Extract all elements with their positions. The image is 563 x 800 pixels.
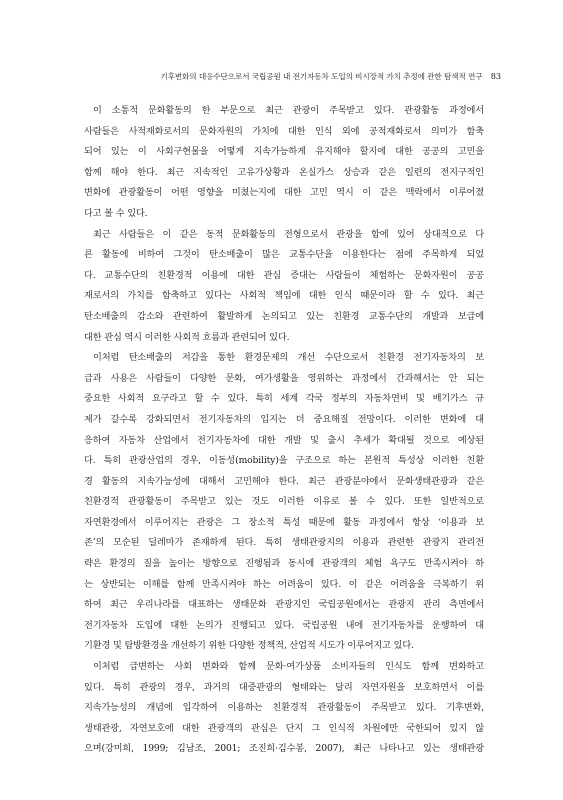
text-line: 이 소통적 문화활동의 한 부문으로 최근 관광이 주목받고 있다. 관광활동 과정에서 [93,105,484,116]
text-line: 경 활동의 지속가능성에 대해서 고민해야 한다. 최근 관광분야에서 문화생태관광과 같은 [84,475,484,487]
text-line: 탄소배출의 감소와 관련하여 활발하게 논의되고 있는 친환경 교통수단의 개발과 보급에 [84,310,484,322]
text-line: 함께 해야 한다. 최근 지속적인 고유가상황과 온실가스 상승과 같은 일련의 전지구적인 [84,166,484,178]
text-line: 다. 교통수단의 친환경적 이용에 대한 관심 증대는 사람들이 체험하는 문화자원이 공공 [84,269,484,281]
text-line: 는 상반되는 이해를 함께 만족시켜야 하는 어려움이 있다. 이 같은 어려움을 극복하기 위 [84,578,484,590]
text-line: 제가 갈수록 강화되면서 전기자동차의 입지는 더 중요해질 전망이다. 이러한 변화에 대 [84,413,484,425]
text-line: 이처럼 탄소배출의 저감을 통한 환경문제의 개선 수단으로서 친환경 전기자동차의 보 [93,352,484,364]
text-line: 재로서의 가치를 함축하고 있다는 사회적 책임에 대한 인식 때문이라 할 수 있다. 최근 [84,290,484,302]
text-line: 되어 있는 이 사회구현물을 어떻게 지속가능하게 유지해야 할지에 대한 공공의 고민을 [84,146,484,158]
text-line: 대한 관심 역시 이러한 사회적 흐름과 관련되어 있다. [84,331,290,343]
text-line: 으며(강미희, 1999; 김남조, 2001; 조진희·김수봉, 2007), 최근 나타나고 있는 생태관광 [84,743,484,755]
text-line: 이처럼 급변하는 사회 변화와 함께 문화·여가상품 소비자들의 인식도 함께 변화하고 [93,661,484,673]
text-line: 존’의 모순된 딜레마가 존재하게 된다. 특히 생태관광지의 이용과 관련한 관광지 관리전 [84,537,484,549]
paragraph [84,225,484,349]
paragraph [84,348,484,657]
running-header [60,71,501,82]
text-line: 최근 사람들은 이 같은 동적 문화활동의 전형으로서 관광을 함에 있어 상대적으로 다 [93,228,484,240]
text-line: 른 활동에 비하여 그것이 탄소배출이 많은 교통수단을 이용한다는 점에 주목하게 되었 [84,249,484,261]
paragraph [84,657,484,760]
running-title: 기후변화의 대응수단으로서 국립공원 내 전기자동차 도입의 비시장적 가치 추정에 관한 탐색적 연구 [160,72,483,81]
paragraph [84,101,484,225]
text-line: 다. 특히 관광산업의 경우, 이동성(mobility)을 구조으로 하는 본원적 특성상 이러한 친환 [84,455,484,467]
text-line: 하여 최근 우리나라를 대표하는 생태문화 관광지인 국립공원에서는 관광지 관리 측면에서 [84,599,484,611]
page-number: 83 [490,71,501,81]
text-line: 있다. 특히 관광의 경우, 과거의 대중관광의 형태와는 달리 자연자원을 보호하면서 이를 [84,681,484,693]
text-line: 전기자동차 도입에 대한 논의가 진행되고 있다. 국립공원 내에 전기자동차를 운행하여 대 [84,619,484,631]
text-line: 중요한 사회적 요구라고 할 수 있다. 특히 세계 각국 정부의 자동차연비 및 배기가스 규 [84,393,484,405]
text-line: 친환경적 관광활동이 주목받고 있는 것도 이러한 이유로 볼 수 있다. 또한 일반적으로 [84,496,484,508]
text-line: 변화에 관광활동이 어떤 영향을 미쳤는지에 대한 고민 역시 이 같은 맥락에서 이루어졌 [84,187,484,199]
text-line: 기환경 및 탐방환경을 개선하기 위한 다양한 정책적, 산업적 시도가 이루어지고 있다. [84,640,414,652]
body-text [84,101,484,760]
text-line: 략은 환경의 질을 높이는 방향으로 진행됨과 동시에 관광객의 체험 욕구도 만족시켜야 하 [84,558,484,570]
text-line: 다고 볼 수 있다. [84,207,148,219]
text-line: 자연환경에서 이루어지는 관광은 그 장소적 특성 때문에 활동 과정에서 항상 ‘이용과 보 [84,516,484,528]
text-line: 급과 사용은 사람들이 다양한 문화, 여가생활을 영위하는 과정에서 간과해서는 안 되는 [84,372,484,384]
text-line: 지속가능성의 개념에 입각하여 이용하는 친환경적 관광활동이 주목받고 있다. 기후변화, [84,702,484,714]
text-line: 응하여 자동차 산업에서 전기자동차에 대한 개발 및 출시 추세가 확대될 것으로 예상된 [84,434,484,446]
text-line: 사람들은 사적재화로서의 문화자원의 가치에 대한 인식 외에 공적재화로서 의미가 함축 [84,125,484,137]
text-line: 생태관광, 자연보호에 대한 관광객의 관심은 단지 그 인식적 차원에만 국한되어 있지 않 [84,722,484,734]
